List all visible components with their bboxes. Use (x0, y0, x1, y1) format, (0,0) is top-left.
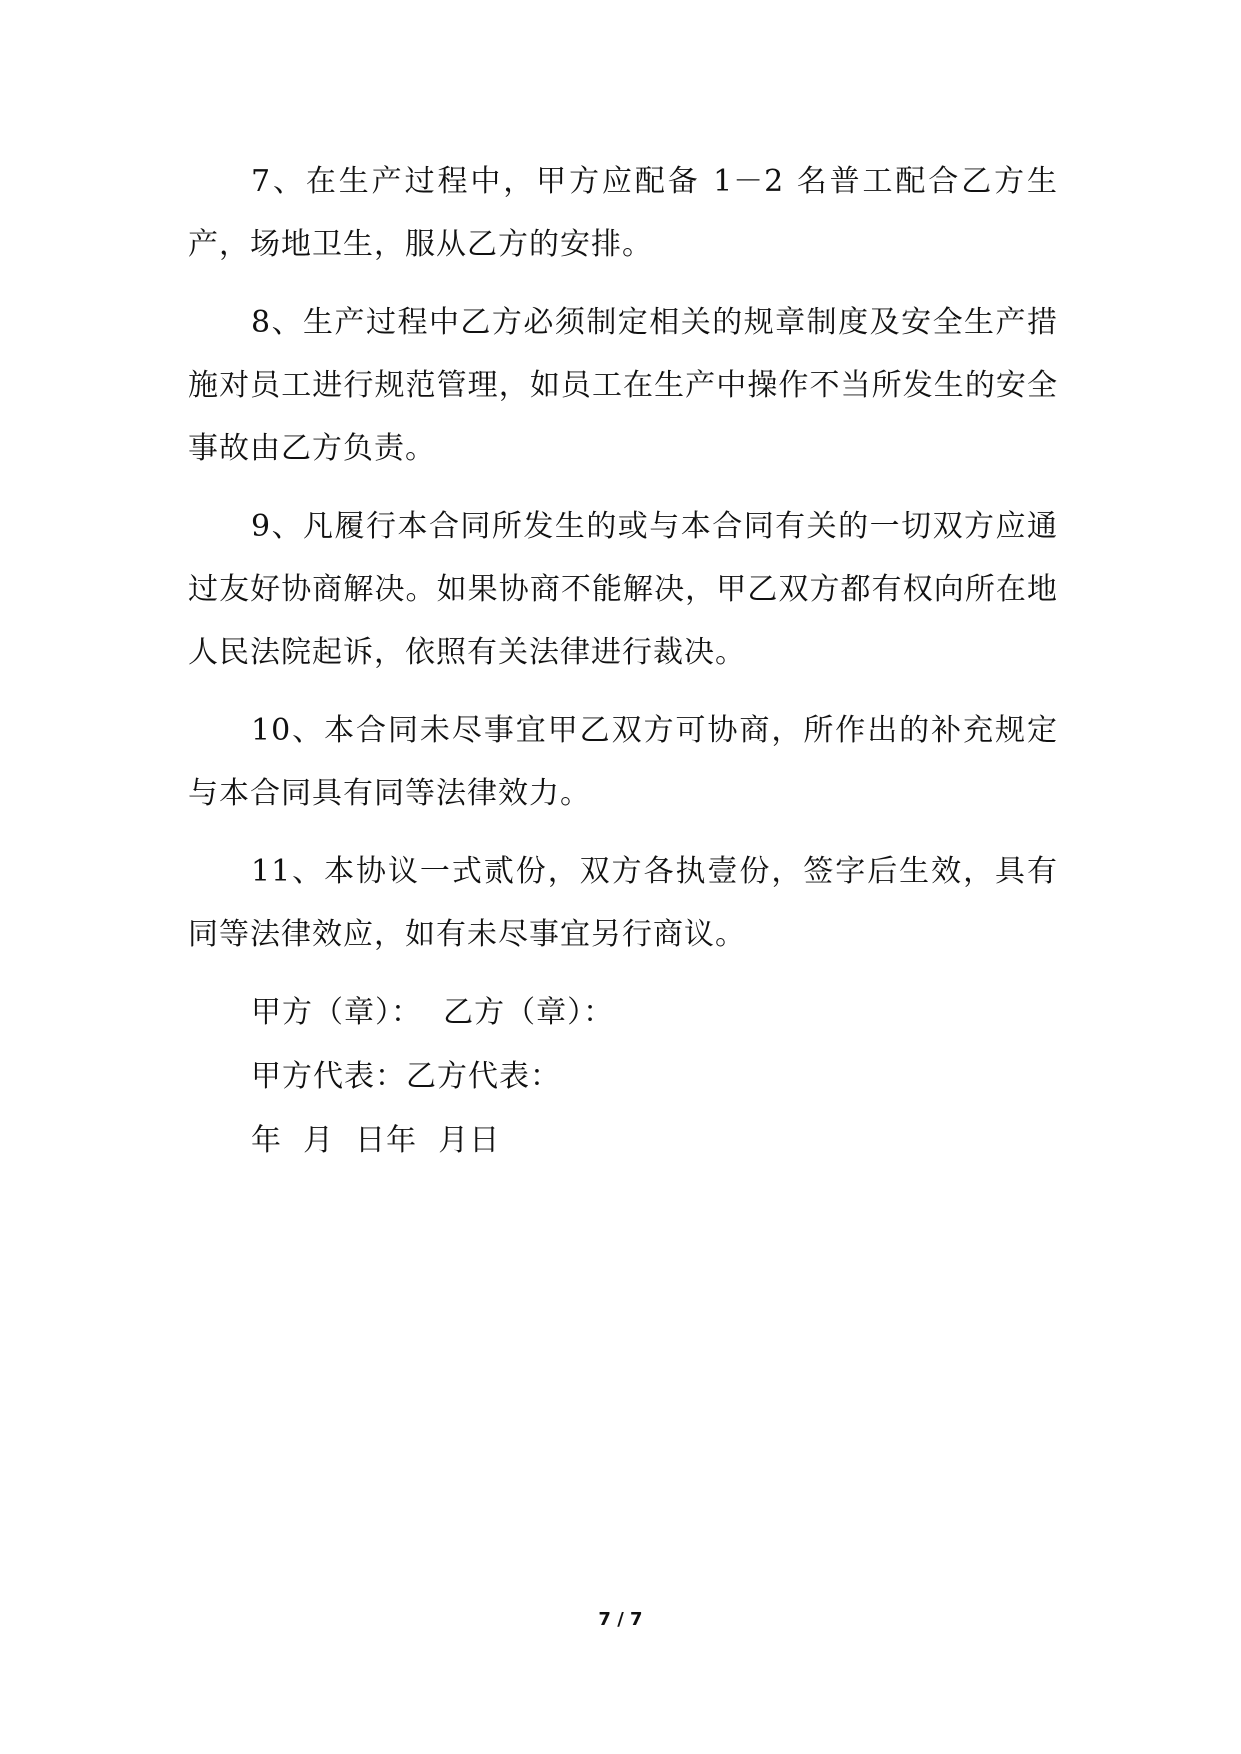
representative-line: 甲方代表：乙方代表： (251, 1059, 561, 1094)
date-line: 年 月 日年 月日 (251, 1123, 501, 1158)
clause-11-paragraph: 11、本协议一式贰份，双方各执壹份，签字后生效，具有同等法律效应，如有未尽事宜另行商议。 (188, 854, 1058, 952)
clause-7-paragraph: 7、在生产过程中，甲方应配备 1－2 名普工配合乙方生产，场地卫生，服从乙方的安排。 (188, 164, 1058, 262)
signature-block (188, 981, 1058, 1173)
document-body (188, 150, 1058, 1173)
seal-line: 甲方（章）： 乙方（章）： (251, 995, 615, 1030)
clause-10-paragraph: 10、本合同未尽事宜甲乙双方可协商，所作出的补充规定与本合同具有同等法律效力。 (188, 713, 1058, 811)
clause-8-paragraph: 8、生产过程中乙方必须制定相关的规章制度及安全生产措施对员工进行规范管理，如员工在生产中操作不当所发生的安全事故由乙方负责。 (188, 305, 1058, 466)
clause-9-paragraph: 9、凡履行本合同所发生的或与本合同有关的一切双方应通过友好协商解决。如果协商不能解决，甲乙双方都有权向所在地人民法院起诉，依照有关法律进行裁决。 (188, 509, 1058, 670)
page-number: 7 / 7 (598, 1609, 643, 1630)
